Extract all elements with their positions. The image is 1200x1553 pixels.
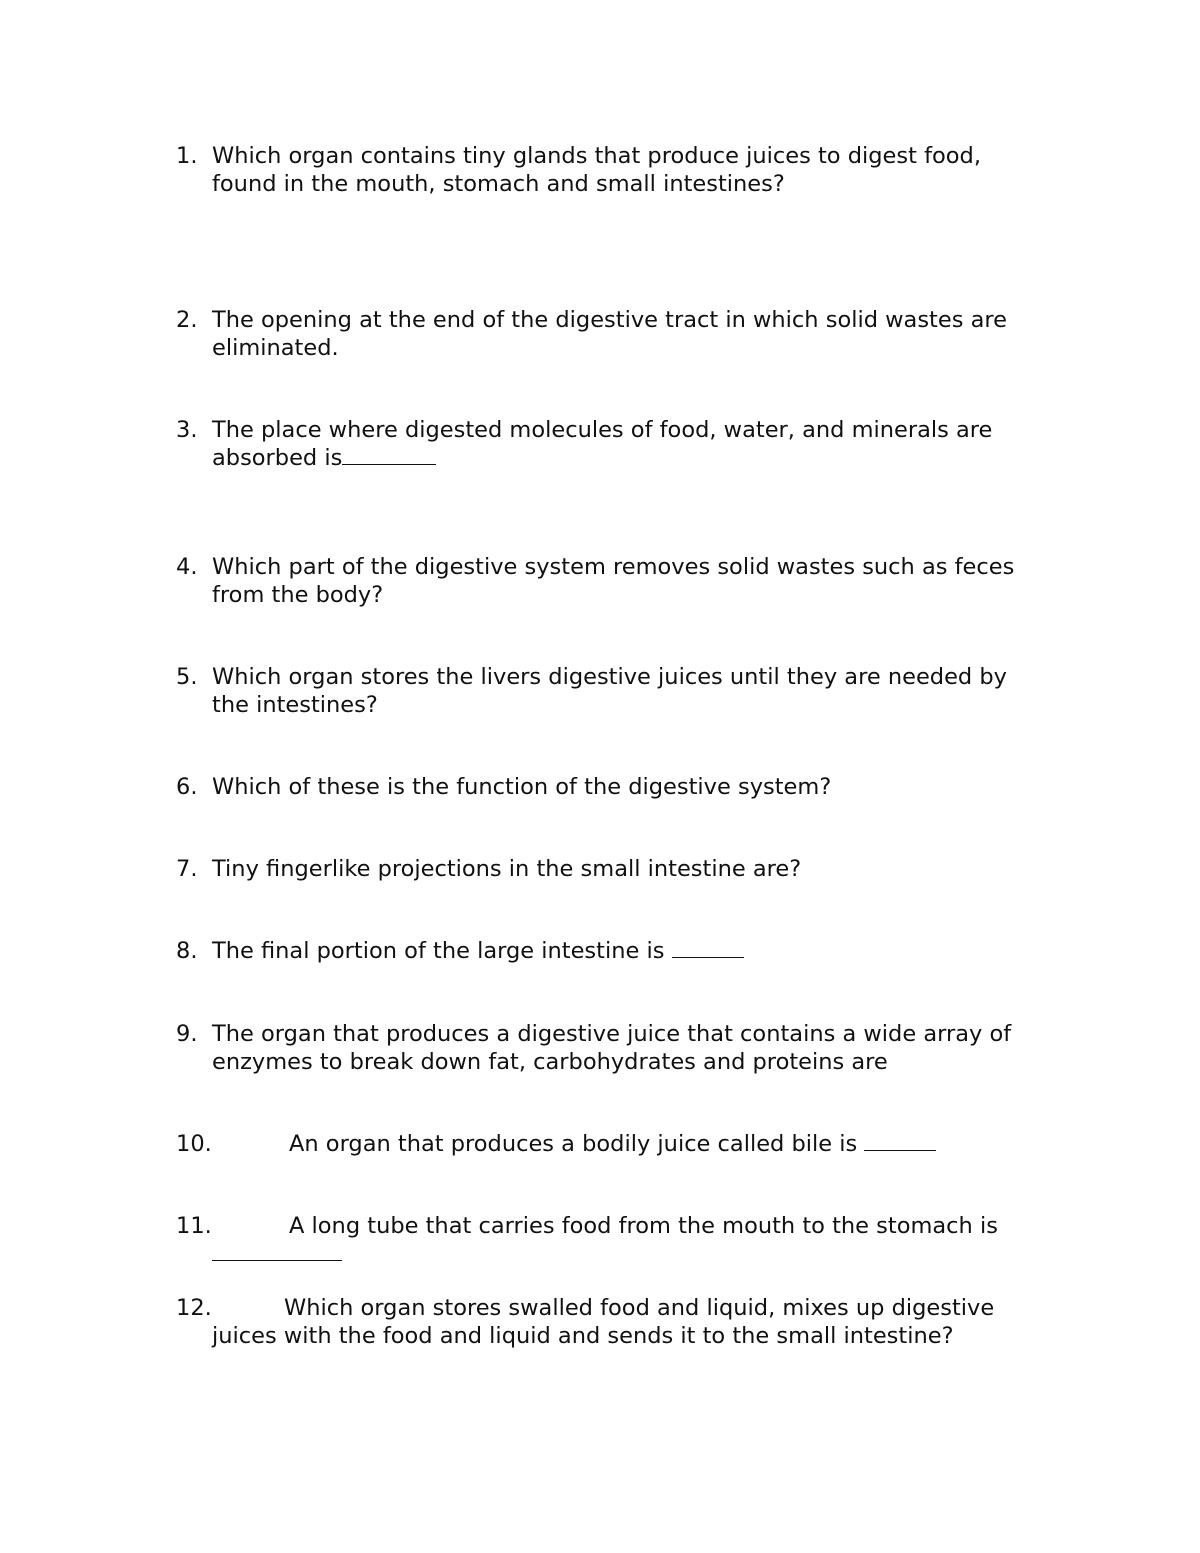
question-text: The final portion of the large intestine is	[212, 937, 744, 965]
answer-blank	[342, 444, 436, 465]
question-text: Tiny fingerlike projections in the small intestine are?	[212, 856, 802, 882]
question-text: Which organ stores swalled food and liquid, mixes up digestive	[284, 1295, 995, 1321]
question-text: The organ that produces a digestive juice that contains a wide array of	[212, 1021, 1012, 1047]
question-number: 2.	[176, 307, 198, 333]
question-text: The place where digested molecules of food, water, and minerals are	[212, 417, 993, 443]
question-text-continued: the intestines?	[212, 692, 378, 718]
question-number: 11.	[176, 1213, 212, 1239]
question-text-continued: juices with the food and liquid and sends it to the small intestine?	[212, 1323, 954, 1349]
question-text: An organ that produces a bodily juice called bile is	[289, 1130, 936, 1158]
question-text-continued: found in the mouth, stomach and small intestines?	[212, 171, 785, 197]
question-number: 7.	[176, 856, 198, 882]
question-number: 10.	[176, 1131, 212, 1157]
question-text: The opening at the end of the digestive tract in which solid wastes are	[212, 307, 1007, 333]
answer-blank	[864, 1130, 936, 1151]
question-text: Which organ contains tiny glands that produce juices to digest food,	[212, 143, 981, 169]
question-text: Which organ stores the livers digestive juices until they are needed by	[212, 664, 1007, 690]
question-number: 5.	[176, 664, 198, 690]
question-number: 4.	[176, 554, 198, 580]
question-number: 8.	[176, 938, 198, 964]
answer-blank	[212, 1240, 342, 1261]
question-text-continued: enzymes to break down fat, carbohydrates and proteins are	[212, 1049, 888, 1075]
question-number: 1.	[176, 143, 198, 169]
question-text-continued: eliminated.	[212, 335, 339, 361]
question-text: A long tube that carries food from the mouth to the stomach is	[289, 1213, 998, 1239]
answer-blank	[672, 937, 744, 958]
question-number: 9.	[176, 1021, 198, 1047]
question-text-continued: from the body?	[212, 582, 384, 608]
question-text: Which of these is the function of the digestive system?	[212, 774, 832, 800]
answer-blank-line	[212, 1240, 342, 1268]
question-number: 12.	[176, 1295, 212, 1321]
question-number: 6.	[176, 774, 198, 800]
question-text-continued: absorbed is	[212, 444, 436, 472]
question-text: Which part of the digestive system removes solid wastes such as feces	[212, 554, 1015, 580]
question-number: 3.	[176, 417, 198, 443]
